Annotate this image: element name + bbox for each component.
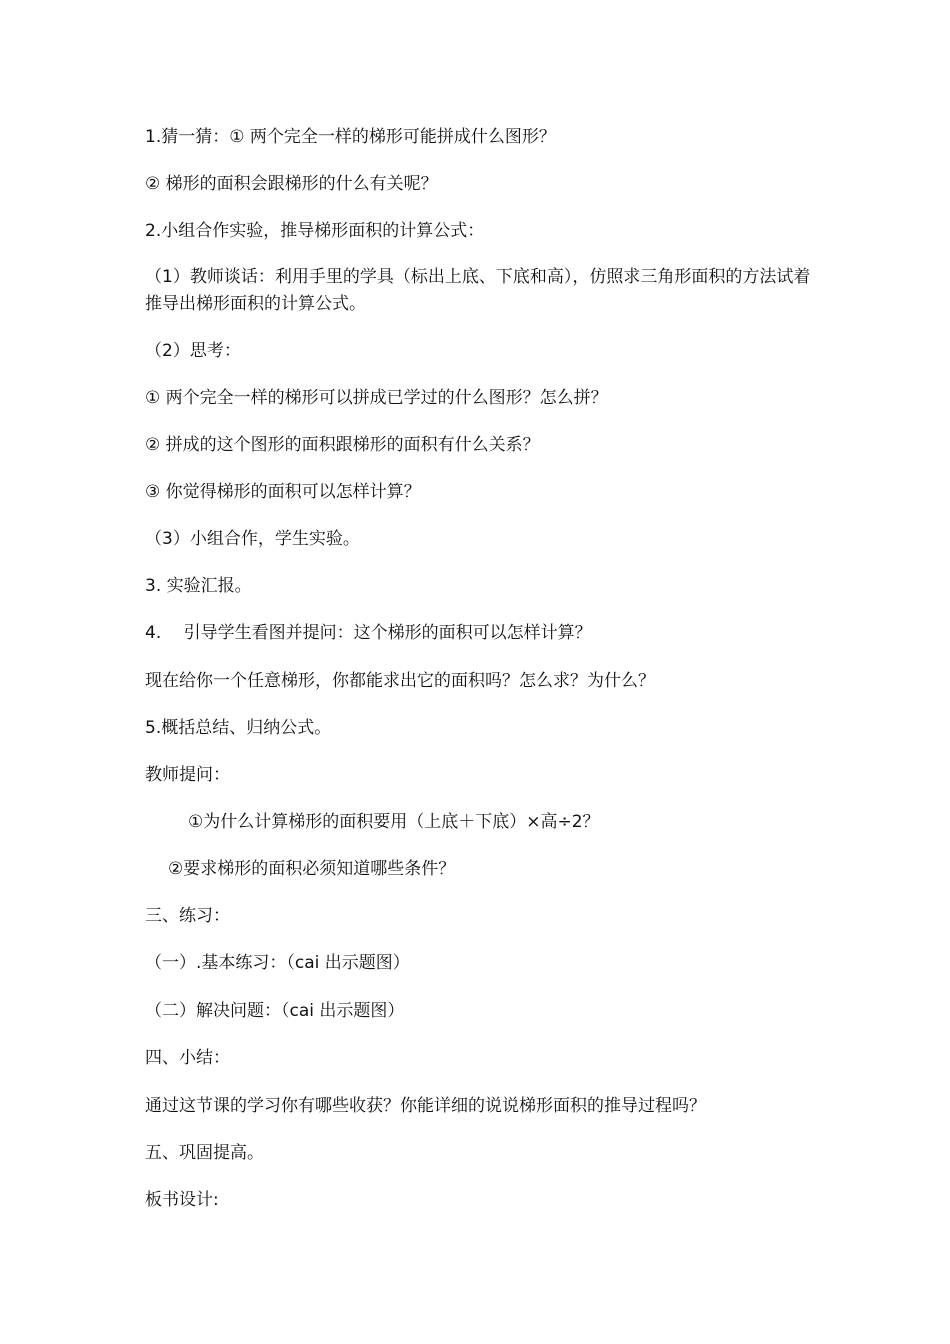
text-line-report: 3. 实验汇报。	[145, 576, 252, 596]
text-line-group-experiment: 2.小组合作实验，推导梯形面积的计算公式：	[145, 221, 485, 241]
text-paragraph-teacher-talk: （1）教师谈话：利用手里的学具（标出上底、下底和高），仿照求三角形面积的方法试着推导出梯形面积的计算公式。	[145, 267, 811, 314]
text-line-think-2: ② 拼成的这个图形的面积跟梯形的面积有什么关系？	[145, 435, 540, 455]
text-line-gains: 通过这节课的学习你有哪些收获？你能详细的说说梯形面积的推导过程吗？	[145, 1096, 706, 1116]
text-heading-practice: 三、练习：	[145, 906, 230, 926]
text-line-question-1: ①为什么计算梯形的面积要用（上底＋下底）×高÷2？	[188, 812, 600, 832]
text-line-think-3: ③ 你觉得梯形的面积可以怎样计算？	[145, 482, 421, 502]
text-line-solve-problems: （二）解决问题：（cai 出示题图）	[145, 1001, 405, 1021]
text-line-think: （2）思考：	[145, 341, 241, 361]
text-line-guess: 1.猜一猜：① 两个完全一样的梯形可能拼成什么图形？	[145, 127, 556, 147]
text-heading-consolidate: 五、巩固提高。	[145, 1143, 264, 1163]
text-line-guess-2: ② 梯形的面积会跟梯形的什么有关呢？	[145, 174, 438, 194]
text-heading-summary: 四、小结：	[145, 1048, 230, 1068]
text-line-summary-formula: 5.概括总结、归纳公式。	[145, 718, 332, 738]
text-line-group-work: （3）小组合作，学生实验。	[145, 529, 360, 549]
text-line-teacher-question: 教师提问：	[145, 765, 230, 785]
text-line-guide: 4. 引导学生看图并提问：这个梯形的面积可以怎样计算？	[145, 623, 592, 643]
text-line-think-1: ① 两个完全一样的梯形可以拼成已学过的什么图形？怎么拼？	[145, 388, 608, 408]
text-line-basic-practice: （一）.基本练习：（cai 出示题图）	[145, 953, 410, 973]
text-heading-board-design: 板书设计:	[145, 1190, 219, 1210]
text-line-any-trapezoid: 现在给你一个任意梯形，你都能求出它的面积吗？怎么求？为什么？	[145, 671, 655, 691]
text-line-question-2: ②要求梯形的面积必须知道哪些条件？	[168, 859, 456, 879]
